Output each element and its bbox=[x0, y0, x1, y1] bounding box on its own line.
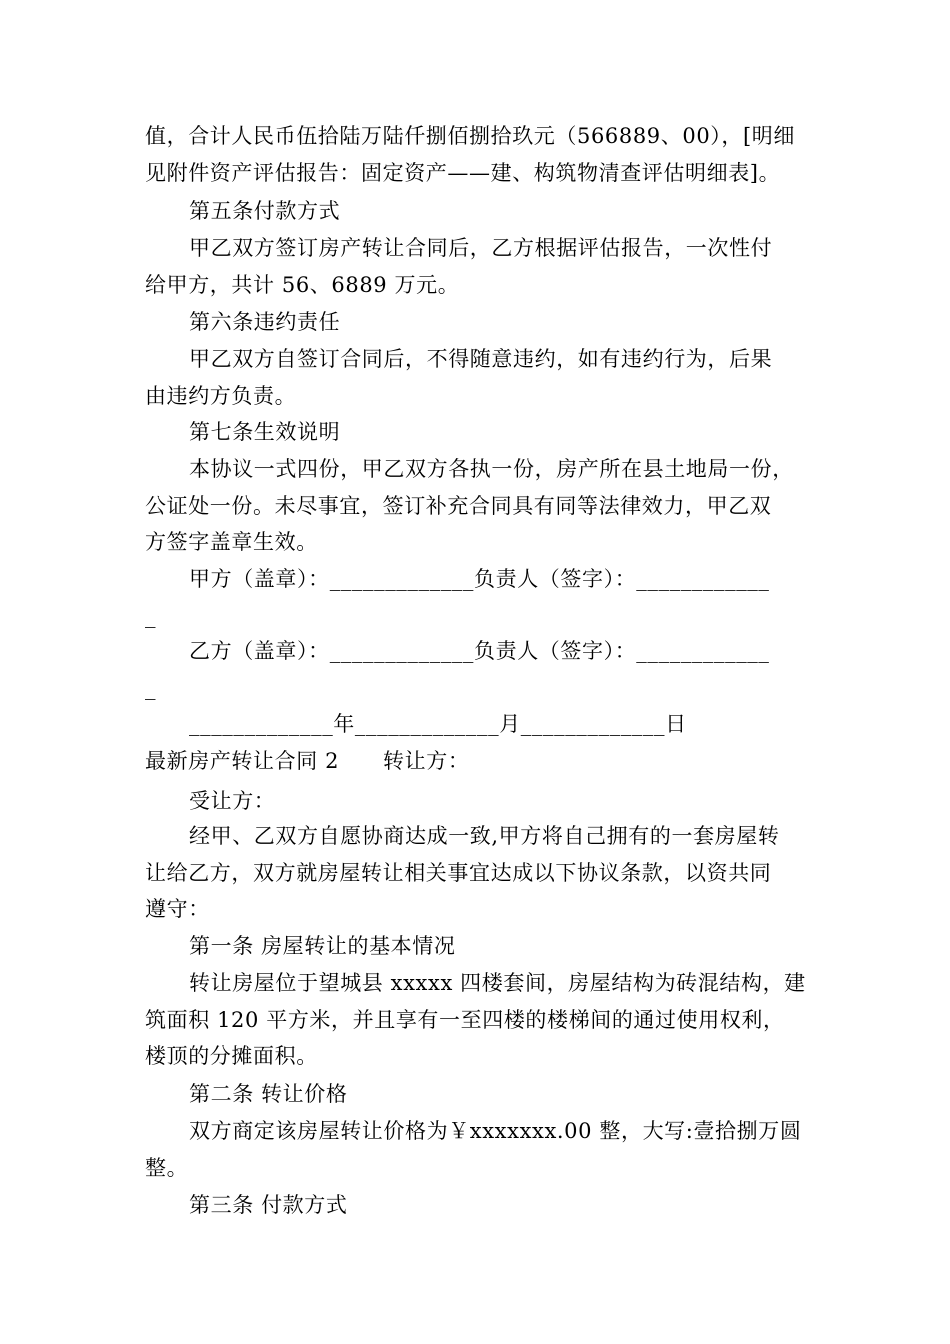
heading-line: 第七条生效说明 bbox=[189, 420, 341, 444]
text-line: 甲乙双方签订房产转让合同后，乙方根据评估报告，一次性付 bbox=[189, 236, 773, 260]
signature-line-tail: _ bbox=[145, 603, 157, 628]
text-line: 双方商定该房屋转让价格为￥xxxxxxx.00 整，大写:壹拾捌万圆 bbox=[189, 1119, 802, 1143]
heading-line: 第一条 房屋转让的基本情况 bbox=[189, 934, 456, 958]
article-heading-2 bbox=[145, 1076, 805, 1113]
text-line: 遵守： bbox=[145, 897, 210, 921]
text-line: 转让房屋位于望城县 xxxxx 四楼套间，房屋结构为砖混结构，建 bbox=[189, 971, 806, 995]
text-line: 由违约方负责。 bbox=[145, 383, 297, 408]
heading-line: 第六条违约责任 bbox=[189, 310, 341, 334]
paragraph-price bbox=[145, 1113, 805, 1186]
transferee-label-para bbox=[145, 783, 805, 820]
text-line: 让给乙方，双方就房屋转让相关事宜达成以下协议条款，以资共同 bbox=[145, 860, 772, 885]
title-row-line bbox=[145, 743, 805, 780]
text-line: 给甲方，共计 56、6889 万元。 bbox=[145, 272, 460, 297]
signature-line: 乙方（盖章）：_____________负责人（签字）：____________ bbox=[189, 639, 770, 663]
text-line: 公证处一份。未尽事宜，签订补充合同具有同等法律效力，甲乙双 bbox=[145, 493, 772, 518]
contract-title: 最新房产转让合同 2 bbox=[145, 749, 340, 773]
clause-heading-6 bbox=[145, 304, 805, 341]
paragraph-agreement-intro bbox=[145, 818, 805, 928]
transferor-label: 转让方： bbox=[383, 749, 470, 773]
heading-line: 第五条付款方式 bbox=[189, 199, 341, 223]
signature-line-tail: _ bbox=[145, 675, 157, 700]
signature-party-b bbox=[145, 633, 805, 706]
text-line: 经甲、乙双方自愿协商达成一致,甲方将自己拥有的一套房屋转 bbox=[189, 824, 780, 848]
date-blanks: _____________年_____________月_____________日 bbox=[189, 712, 687, 736]
text-line: 筑面积 120 平方米，并且享有一至四楼的楼梯间的通过使用权利， bbox=[145, 1007, 785, 1032]
text-line: 值，合计人民币伍拾陆万陆仟捌佰捌拾玖元（566889、00），[明细 bbox=[145, 124, 795, 148]
heading-line: 第三条 付款方式 bbox=[189, 1193, 348, 1217]
text-line: 方签字盖章生效。 bbox=[145, 530, 318, 554]
text-line: 见附件资产评估报告：固定资产——建、构筑物清查评估明细表]。 bbox=[145, 160, 781, 185]
paragraph-breach bbox=[145, 341, 805, 414]
text-line: 整。 bbox=[145, 1155, 189, 1180]
clause-heading-5 bbox=[145, 193, 805, 230]
paragraph-property-info bbox=[145, 965, 805, 1075]
paragraph-payment-method bbox=[145, 230, 805, 303]
article-heading-3 bbox=[145, 1187, 805, 1224]
signature-party-a bbox=[145, 561, 805, 634]
paragraph-valuation-total bbox=[145, 118, 805, 191]
paragraph-effectiveness bbox=[145, 451, 805, 561]
transferee-label: 受让方： bbox=[189, 789, 276, 813]
text-line: 楼顶的分摊面积。 bbox=[145, 1044, 318, 1068]
text-line: 本协议一式四份，甲乙双方各执一份，房产所在县土地局一份， bbox=[189, 457, 794, 481]
contract-2-title-row bbox=[145, 743, 805, 780]
signature-line: 甲方（盖章）：_____________负责人（签字）：____________ bbox=[189, 567, 770, 591]
text-line: 甲乙双方自签订合同后，不得随意违约，如有违约行为，后果 bbox=[189, 347, 773, 371]
article-heading-1 bbox=[145, 928, 805, 965]
heading-line: 第二条 转让价格 bbox=[189, 1082, 348, 1106]
clause-heading-7 bbox=[145, 414, 805, 451]
date-line bbox=[145, 706, 805, 743]
